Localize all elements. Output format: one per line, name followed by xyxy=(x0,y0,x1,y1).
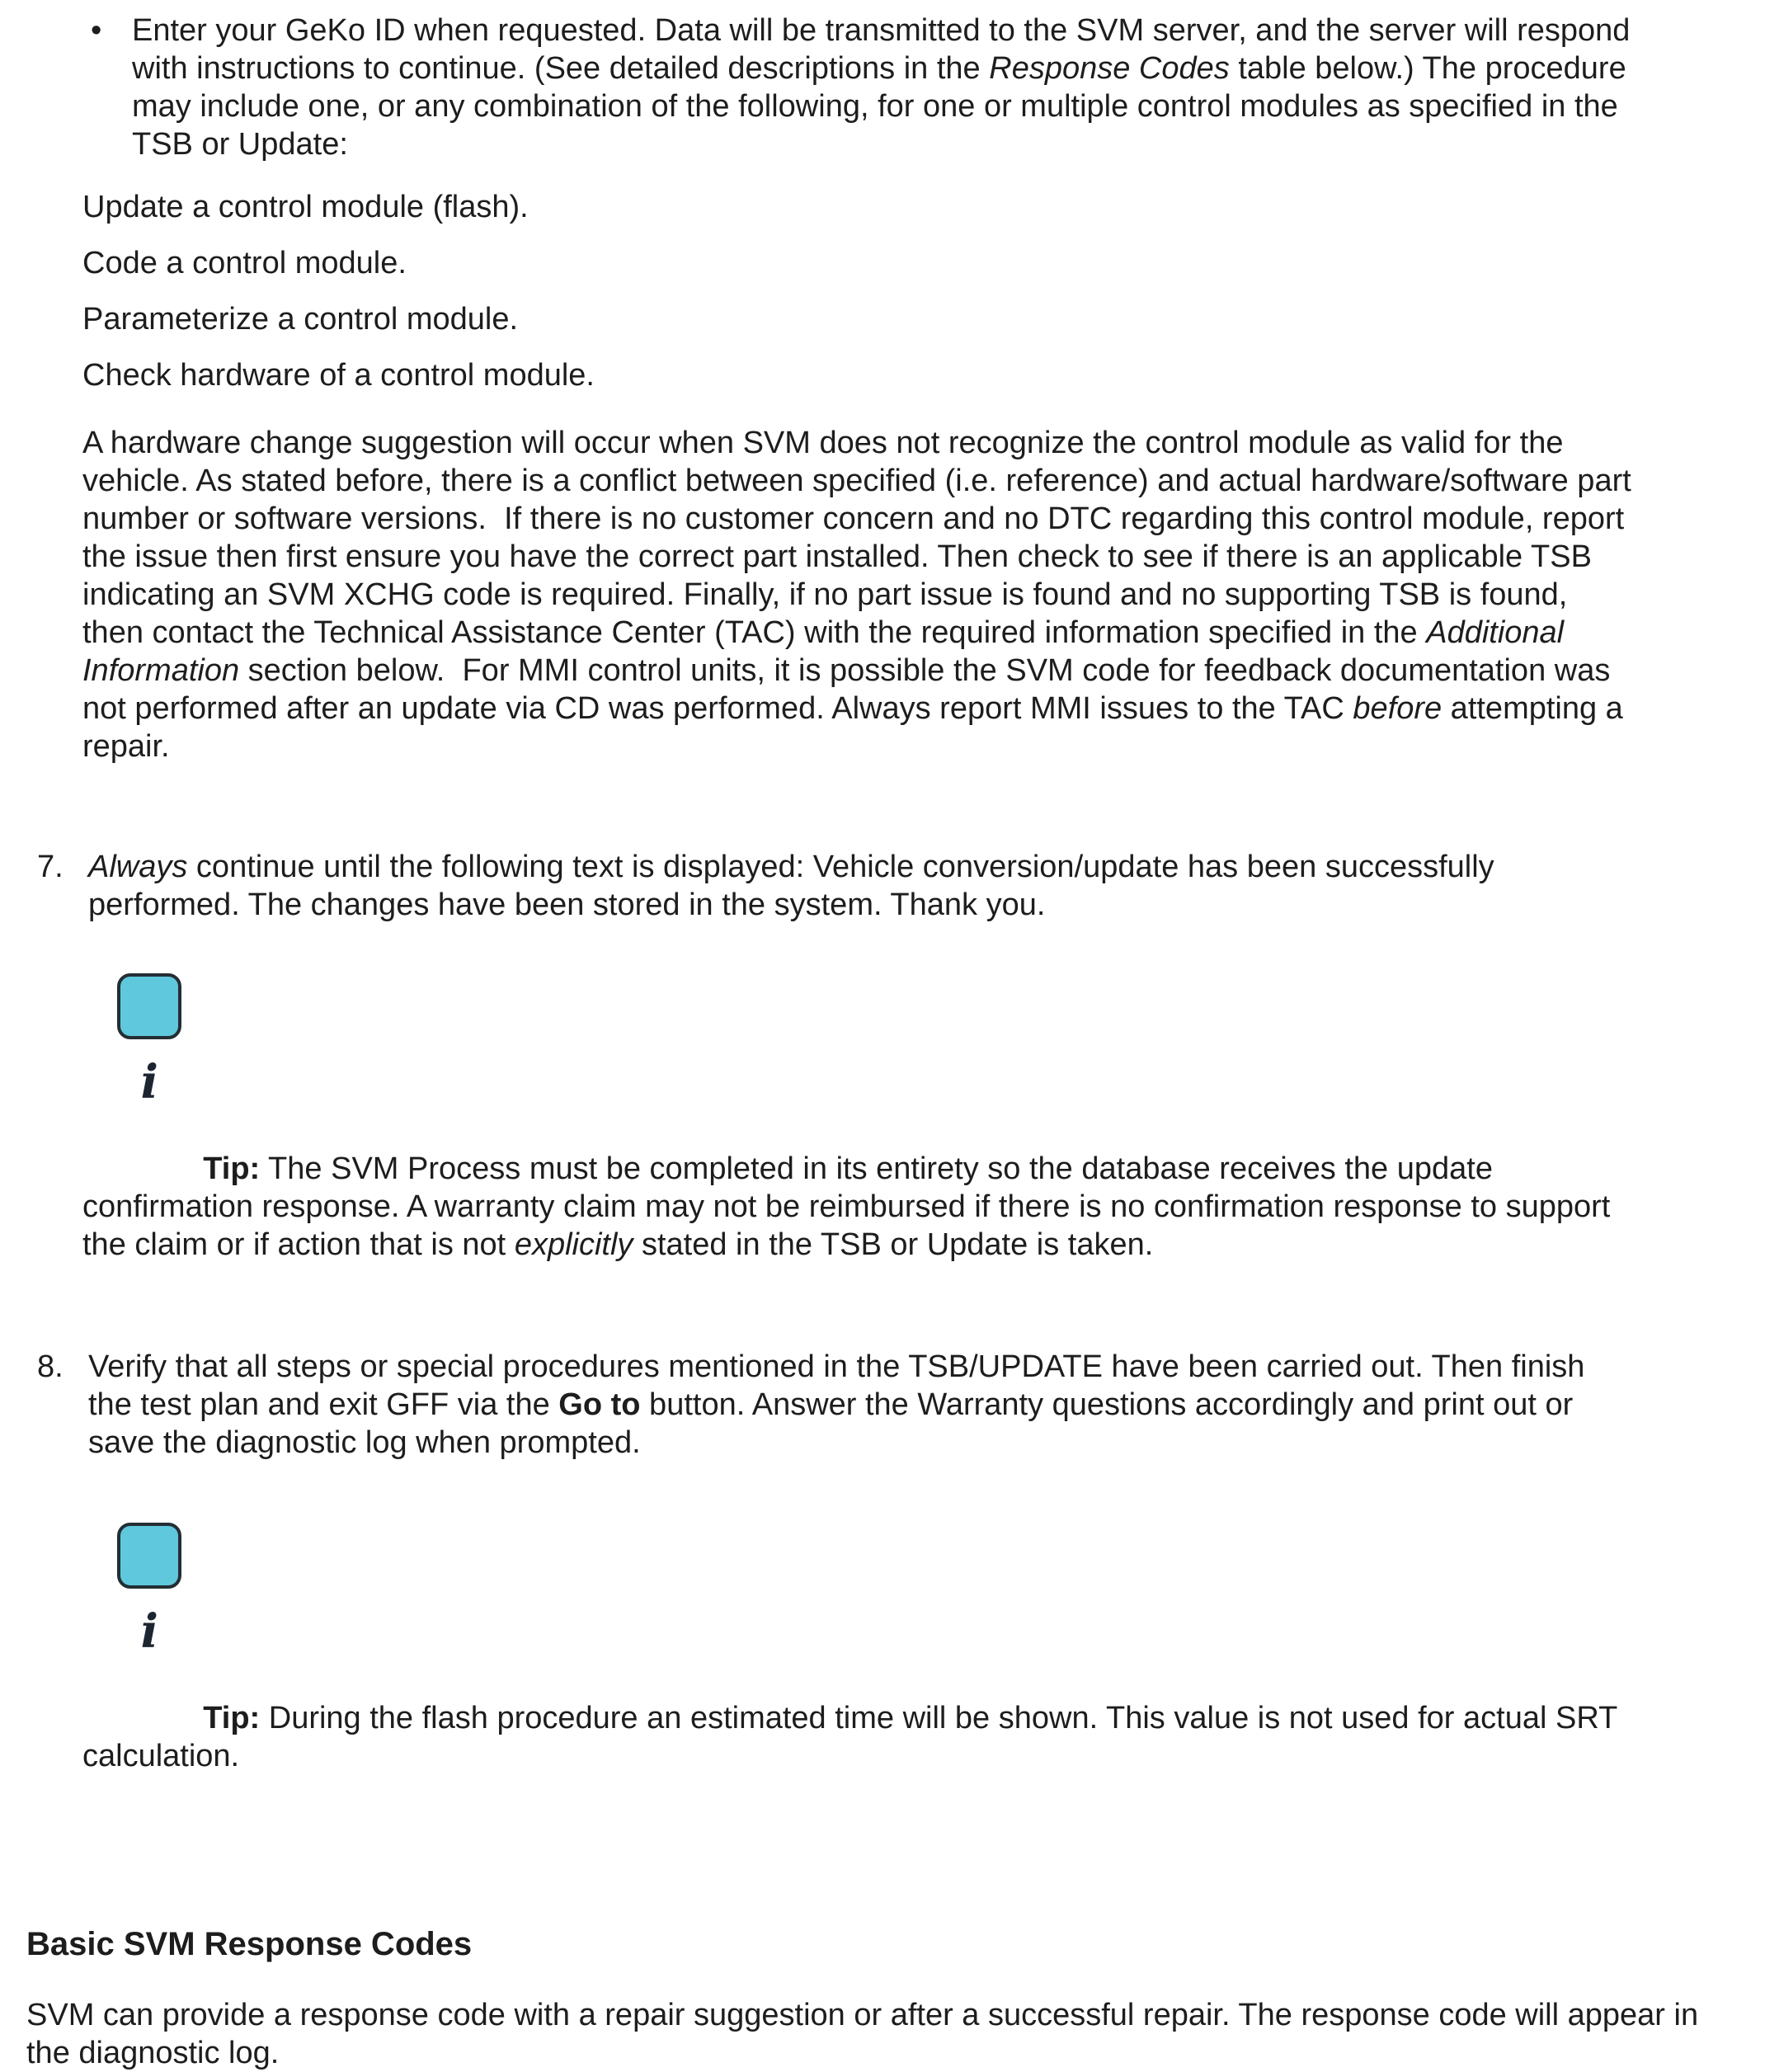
step-8-body xyxy=(88,1348,1635,1462)
bullet-item-text: Enter your GeKo ID when requested. Data will be transmitted to the SVM server, and the server will respond with instructions to continue. (See detailed descriptions in the Response Codes table below.) The procedure may include one, or any combination of the following, for one or multiple control modules as specified in the TSB or Update: xyxy=(132,13,1639,162)
info-icon-glyph: i xyxy=(140,1604,158,1659)
response-codes-intro-paragraph: SVM can provide a response code with a repair suggestion or after a successful repair. The response code will appear in the diagnostic log. xyxy=(26,1998,1707,2070)
step-8-number: 8. xyxy=(37,1349,64,1384)
bullet-marker: • xyxy=(91,13,102,48)
info-icon xyxy=(117,973,181,1109)
action-line-check-hardware: Check hardware of a control module. xyxy=(82,358,595,393)
tip-note-1 xyxy=(82,935,1633,1302)
section-heading: Basic SVM Response Codes xyxy=(26,1926,473,1962)
tip-2-text: Tip: During the flash procedure an estimated time will be shown. This value is not used for actual SRT calculation. xyxy=(82,1701,1626,1773)
step-8-text: Verify that all steps or special procedures mentioned in the TSB/UPDATE have been carried out. Then finish the test plan and exit GFF via the Go to button. Answer the Warranty questions accordingly and print out or save the diagnostic log when prompted. xyxy=(88,1349,1593,1460)
step-7-text: Always continue until the following text is displayed: Vehicle conversion/update has been successfully performed. The changes have been stored in the system. Thank you. xyxy=(88,850,1504,922)
info-icon xyxy=(117,1523,181,1659)
action-line-code: Code a control module. xyxy=(82,246,407,280)
bullet-item xyxy=(91,12,1779,163)
tip-1-text: Tip: The SVM Process must be completed in its entirety so the database receives the update confirmation response. A warranty claim may not be reimbursed if there is no confirmation response to support the claim or if action that is not explicitly stated in the TSB or Update is taken. xyxy=(82,1151,1619,1262)
action-line-update: Update a control module (flash). xyxy=(82,190,529,224)
step-8 xyxy=(37,1348,1779,1462)
action-line-parameterize: Parameterize a control module. xyxy=(82,302,519,337)
step-7 xyxy=(37,848,1779,924)
info-icon-glyph: i xyxy=(140,1055,158,1109)
step-7-number: 7. xyxy=(37,850,64,884)
step-7-body xyxy=(88,848,1635,924)
tip-note-2 xyxy=(82,1485,1633,1813)
hardware-change-paragraph: A hardware change suggestion will occur when SVM does not recognize the control module as valid for the vehicle. As stated before, there is a conflict between specified (i.e. reference) and actual hardware/software part number or software versions. If there is no customer concern and no DTC regarding this control module, report the issue then first ensure you have the correct part installed. Then check to see if there is an applicable TSB indicating an SVM XCHG code is required. Finally, if no part issue is found and no supporting TSB is found, then contact the Technical Assistance Center (TAC) with the required information specified in the Additional Information section below. For MMI control units, it is possible the SVM code for feedback documentation was not performed after an update via CD was performed. Always report MMI issues to the TAC before attempting a repair. xyxy=(82,426,1640,764)
